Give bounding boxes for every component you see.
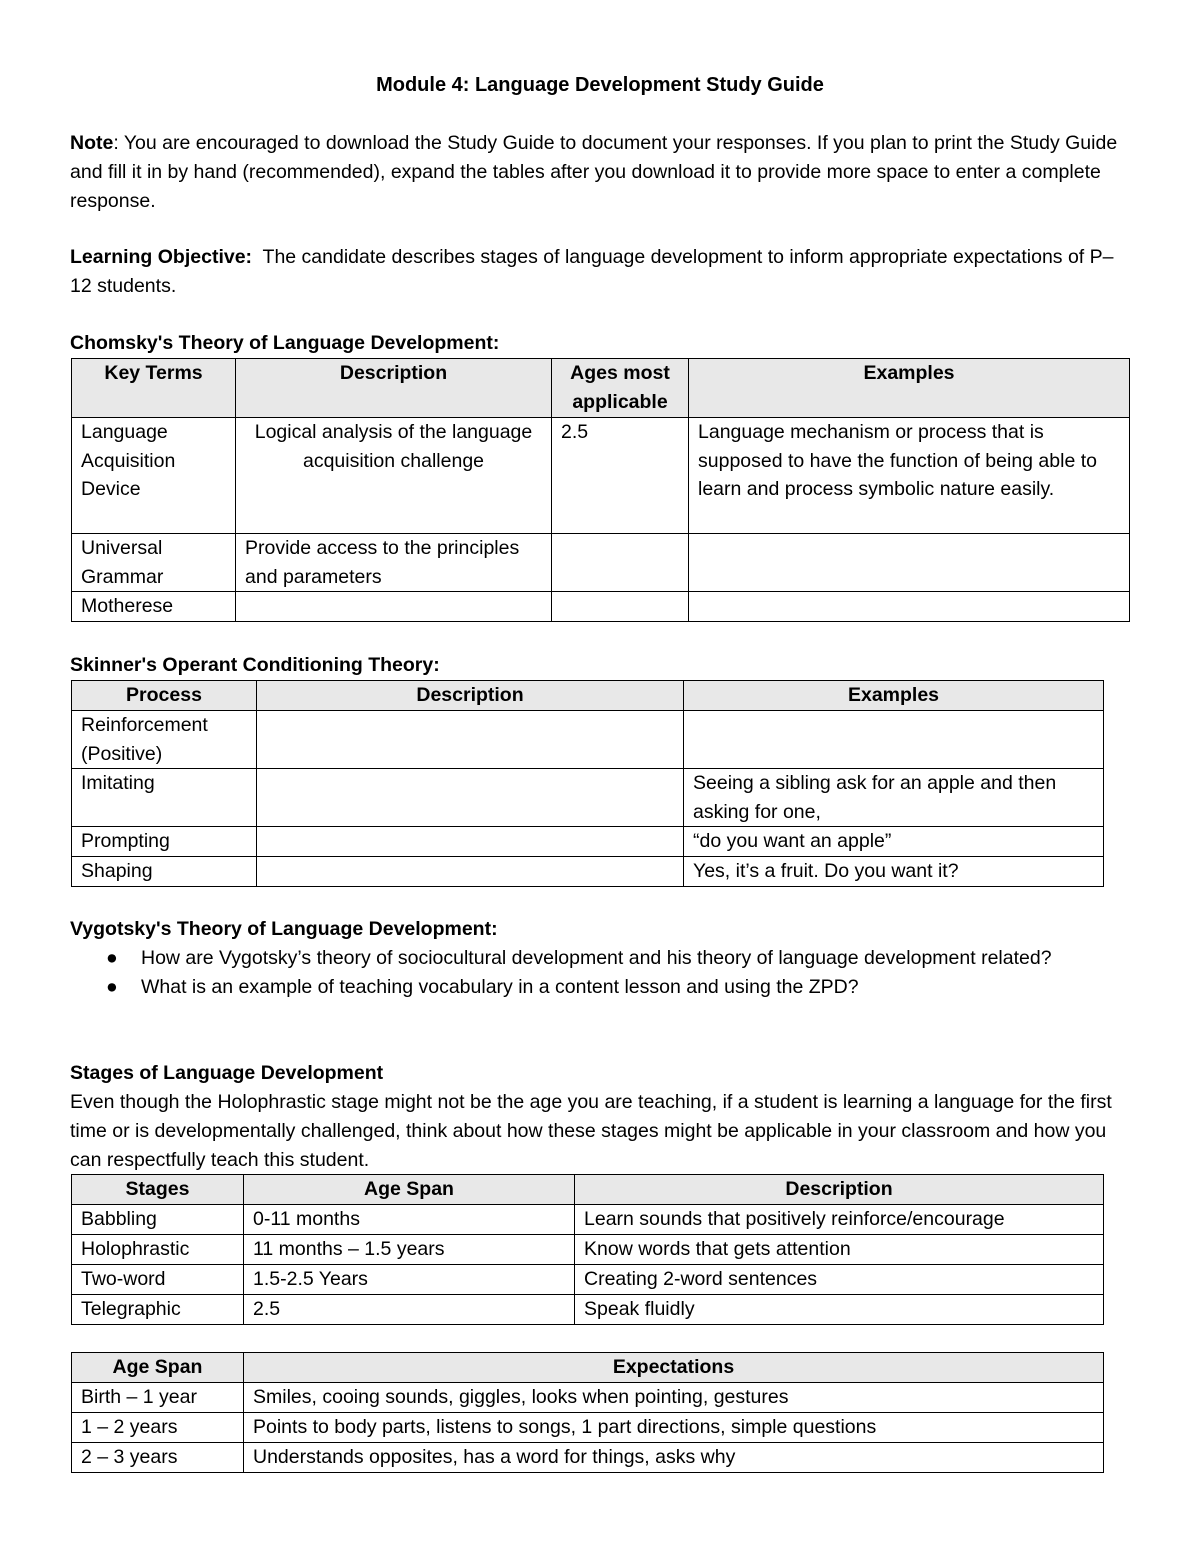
table-row [72, 1205, 1104, 1235]
list-item [70, 944, 1130, 973]
column-header: Description [575, 1175, 1104, 1205]
table-row [72, 1295, 1104, 1325]
table-cell [552, 534, 689, 592]
table-cell: “do you want an apple” [684, 827, 1104, 857]
note-text: : You are encouraged to download the Study Guide to document your responses. If you plan to print the Study Guide and fill it in by hand (recommended), expand the tables after you download it to provide more space to enter a complete response. [70, 132, 1118, 212]
column-header: Examples [684, 681, 1104, 711]
table-cell: Telegraphic [72, 1295, 244, 1325]
column-header: Examples [689, 359, 1130, 418]
table-row [72, 1265, 1104, 1295]
table-cell: Shaping [72, 857, 257, 887]
table-row [72, 592, 1130, 622]
table-cell: Babbling [72, 1205, 244, 1235]
table-cell: Language Acquisition Device [72, 418, 236, 534]
table-cell: Provide access to the principles and parameters [236, 534, 552, 592]
table-cell: Universal Grammar [72, 534, 236, 592]
stages-header-row [72, 1175, 1104, 1205]
table-cell: 2.5 [552, 418, 689, 534]
column-header: Expectations [244, 1353, 1104, 1383]
table-row [72, 1383, 1104, 1413]
table-row [72, 1235, 1104, 1265]
table-cell: Understands opposites, has a word for things, asks why [244, 1443, 1104, 1473]
table-cell: 2 – 3 years [72, 1443, 244, 1473]
skinner-table [71, 680, 1104, 887]
table-cell: Language mechanism or process that is supposed to have the function of being able to learn and process symbolic nature easily. [689, 418, 1130, 534]
table-cell: 1 – 2 years [72, 1413, 244, 1443]
table-cell: 1.5-2.5 Years [244, 1265, 575, 1295]
expectations-table [71, 1352, 1104, 1473]
table-row [72, 769, 1104, 827]
table-cell: Motherese [72, 592, 236, 622]
table-row [72, 1443, 1104, 1473]
table-cell [257, 711, 684, 769]
bullet-icon: ● [106, 947, 118, 969]
table-cell [552, 592, 689, 622]
chomsky-header-row [72, 359, 1130, 418]
table-cell: 0-11 months [244, 1205, 575, 1235]
table-row [72, 534, 1130, 592]
table-cell [257, 857, 684, 887]
stages-intro: Even though the Holophrastic stage might not be the age you are teaching, if a student is learning a language for the first time or is developmentally challenged, think about how these stages might be applicable in your classroom and how you can respectfully teach this student. [70, 1091, 1112, 1171]
stages-table [71, 1174, 1104, 1325]
table-cell: Seeing a sibling ask for an apple and then asking for one, [684, 769, 1104, 827]
column-header: Age Span [72, 1353, 244, 1383]
table-row [72, 418, 1130, 534]
column-header: Description [257, 681, 684, 711]
note-label: Note [70, 132, 114, 154]
table-cell: Imitating [72, 769, 257, 827]
table-cell: Creating 2-word sentences [575, 1265, 1104, 1295]
vygotsky-questions [70, 944, 1130, 1002]
stages-heading: Stages of Language Development [70, 1062, 384, 1084]
table-cell: Two-word [72, 1265, 244, 1295]
bullet-icon: ● [106, 976, 118, 998]
table-cell: Yes, it’s a fruit. Do you want it? [684, 857, 1104, 887]
table-cell: 11 months – 1.5 years [244, 1235, 575, 1265]
note-paragraph [70, 129, 1130, 216]
table-cell: Speak fluidly [575, 1295, 1104, 1325]
table-cell: Learn sounds that positively reinforce/encourage [575, 1205, 1104, 1235]
table-cell [689, 534, 1130, 592]
table-cell: Logical analysis of the language acquisition challenge [236, 418, 552, 534]
vygotsky-heading: Vygotsky's Theory of Language Development: [70, 918, 498, 940]
table-row [72, 1413, 1104, 1443]
table-cell [689, 592, 1130, 622]
table-cell: Smiles, cooing sounds, giggles, looks when pointing, gestures [244, 1383, 1104, 1413]
table-cell: Birth – 1 year [72, 1383, 244, 1413]
list-item-text: What is an example of teaching vocabulary in a content lesson and using the ZPD? [141, 976, 859, 998]
table-cell: 2.5 [244, 1295, 575, 1325]
table-cell: Reinforcement (Positive) [72, 711, 257, 769]
column-header: Description [236, 359, 552, 418]
skinner-header-row [72, 681, 1104, 711]
list-item [70, 973, 1130, 1002]
column-header: Stages [72, 1175, 244, 1205]
objective-label: Learning Objective: [70, 246, 253, 268]
table-cell [684, 711, 1104, 769]
expectations-header-row [72, 1353, 1104, 1383]
table-cell [236, 592, 552, 622]
objective-text: The candidate describes stages of language development to inform appropriate expectations of P–12 students. [70, 246, 1114, 297]
table-cell: Prompting [72, 827, 257, 857]
table-cell: Points to body parts, listens to songs, 1 part directions, simple questions [244, 1413, 1104, 1443]
table-cell: Holophrastic [72, 1235, 244, 1265]
table-cell [257, 769, 684, 827]
column-header: Age Span [244, 1175, 575, 1205]
list-item-text: How are Vygotsky’s theory of sociocultural development and his theory of language development related? [141, 947, 1052, 969]
chomsky-table [71, 358, 1130, 622]
skinner-heading: Skinner's Operant Conditioning Theory: [70, 654, 440, 676]
table-cell [257, 827, 684, 857]
column-header: Process [72, 681, 257, 711]
table-row [72, 857, 1104, 887]
column-header: Ages most applicable [552, 359, 689, 418]
column-header: Key Terms [72, 359, 236, 418]
objective-paragraph [70, 243, 1130, 301]
chomsky-heading: Chomsky's Theory of Language Development: [70, 332, 500, 354]
table-row [72, 827, 1104, 857]
table-cell: Know words that gets attention [575, 1235, 1104, 1265]
table-row [72, 711, 1104, 769]
page-title: Module 4: Language Development Study Guide [376, 74, 824, 96]
